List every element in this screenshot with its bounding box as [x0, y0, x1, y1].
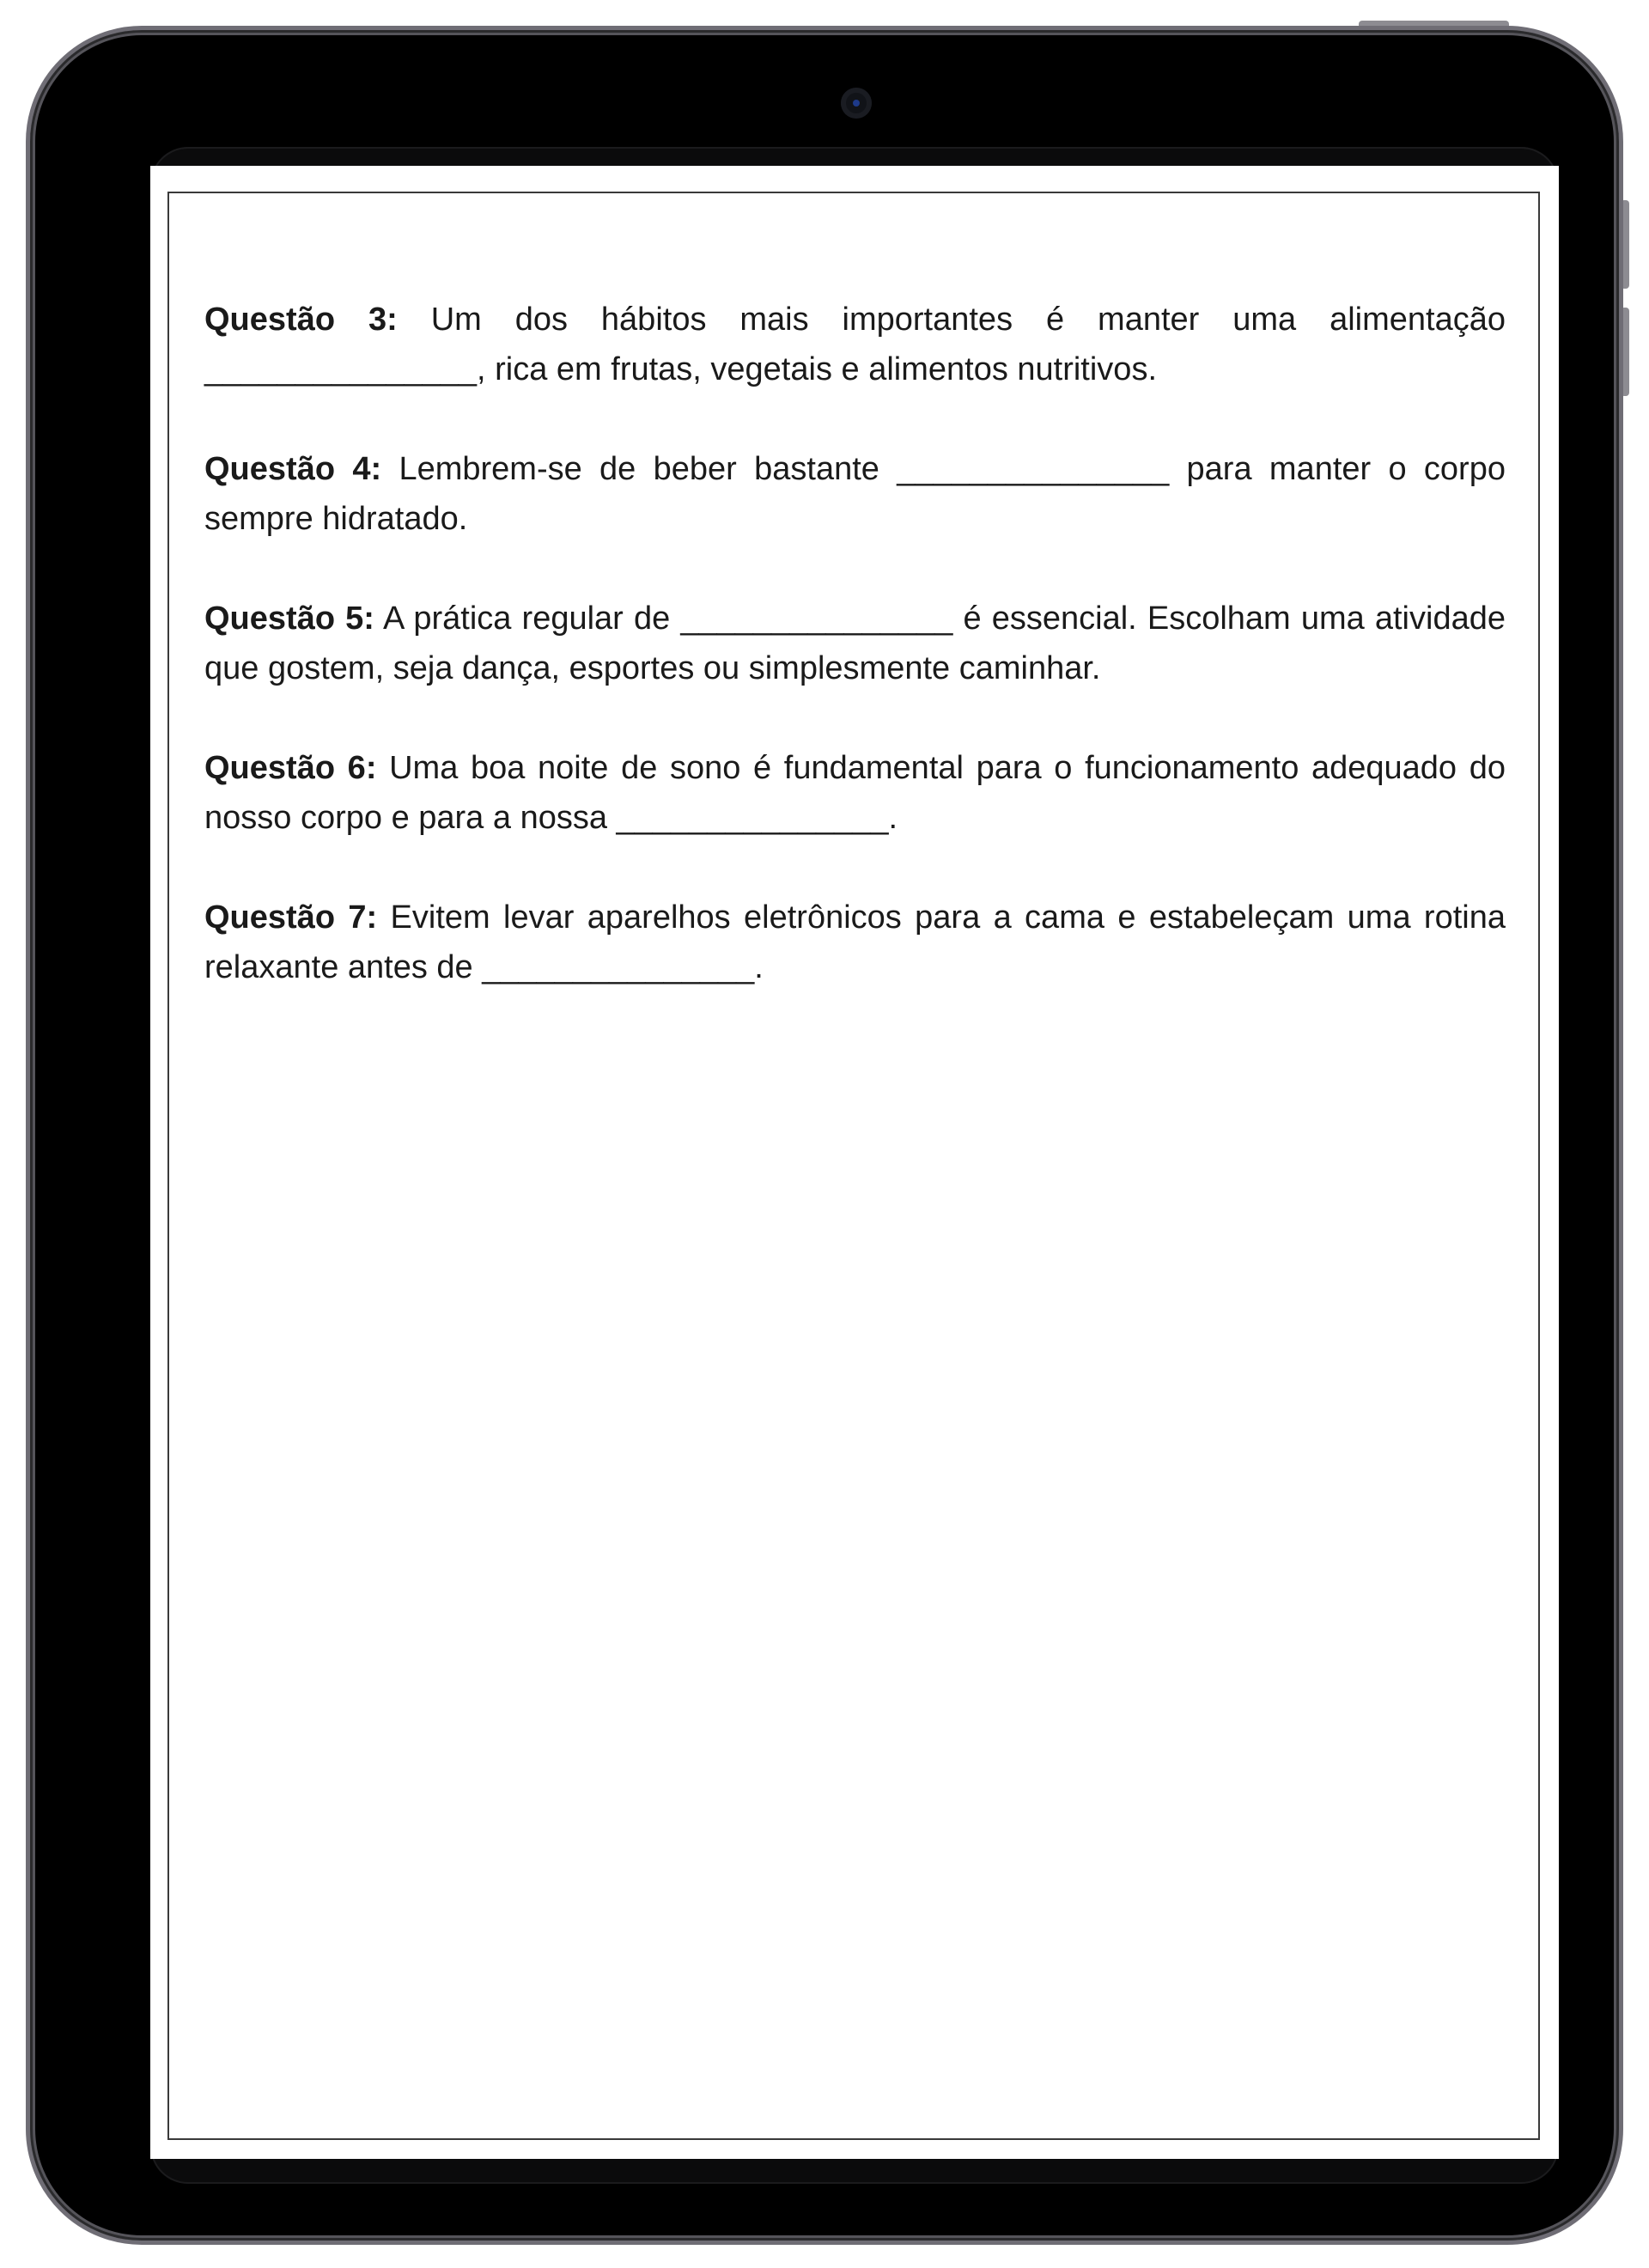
worksheet-content	[204, 295, 1506, 1042]
question-5	[204, 594, 1506, 693]
question-text: Evitem levar aparelhos eletrônicos para a cama e estabeleçam uma rotina relaxante antes de _______________.	[204, 899, 1506, 985]
question-text: Um dos hábitos mais importantes é manter uma alimentação _______________, rica em frutas, vegetais e alimentos nutritivos.	[204, 302, 1506, 387]
question-label: Questão 3:	[204, 302, 398, 338]
question-label: Questão 5:	[204, 601, 374, 637]
front-camera-icon	[841, 88, 872, 119]
question-3	[204, 295, 1506, 394]
question-label: Questão 4:	[204, 451, 382, 487]
question-text: Lembrem-se de beber bastante _______________ para manter o corpo sempre hidratado.	[204, 451, 1506, 537]
question-text: Uma boa noite de sono é fundamental para o funcionamento adequado do nosso corpo e para a nossa _______________.	[204, 750, 1506, 836]
question-4	[204, 444, 1506, 544]
tablet-screen	[150, 166, 1559, 2159]
question-label: Questão 6:	[204, 750, 377, 786]
question-text: A prática regular de _______________ é essencial. Escolham uma atividade que gostem, seja dança, esportes ou simplesmente caminhar.	[204, 601, 1506, 686]
question-label: Questão 7:	[204, 899, 378, 936]
tablet-device	[26, 26, 1623, 2245]
question-6	[204, 743, 1506, 843]
question-7	[204, 893, 1506, 992]
